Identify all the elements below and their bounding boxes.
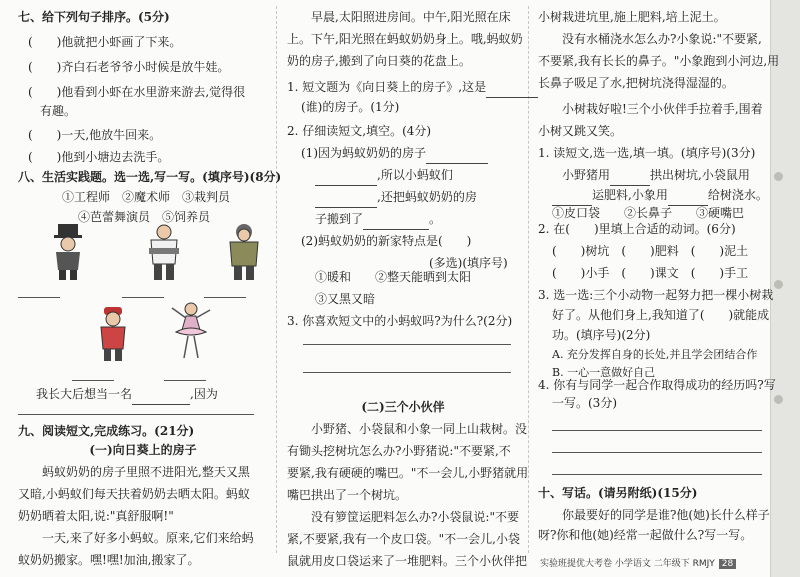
q7-title: 七、给下列句子排序。(5分): [18, 10, 170, 24]
story1-cont-1: 早晨,太阳照进房间。中午,阳光照在床: [287, 10, 511, 24]
ballet-dancer-figure: [166, 300, 216, 362]
q2-2-text: (2)蚂蚁奶奶的新家特点是( ): [301, 234, 472, 248]
q7-item-1: ( )他就把小虾画了下来。: [28, 35, 182, 49]
answer-blank[interactable]: [486, 83, 538, 98]
page-number: 28: [719, 559, 736, 569]
binding-hole: [774, 395, 783, 404]
story1-title: (一)向日葵上的房子: [89, 443, 197, 457]
story2-cont-6: 小树又跳又笑。: [538, 124, 623, 138]
answer-line[interactable]: [303, 344, 511, 345]
story2-line-7: 鼠就用皮口袋运来了一堆肥料。三个小伙伴把: [287, 554, 528, 568]
story2-cont-2: 没有水桶浇水怎么办?小象说:"不要紧,: [538, 32, 762, 46]
q2-1-line-1: [301, 142, 488, 164]
q2-1-line-2: [315, 164, 453, 186]
q2-1-text-4: 子搬到了: [315, 212, 364, 226]
q2-row-2: ( )小手 ( )课文 ( )手工: [552, 266, 749, 280]
q4-line-2: 一写。(3分): [552, 396, 617, 410]
story2-cont-1: 小树栽进坑里,施上肥料,培上泥土。: [538, 10, 726, 24]
q10-line-1: 你最要好的同学是谁?他(她)长什么样子: [538, 508, 770, 522]
q1-line-1: [562, 164, 750, 186]
story2-line-1: 小野猪、小袋鼠和小象一同上山栽树。没: [287, 422, 528, 436]
story1-line-4: 一天,来了好多小蚂蚁。原来,它们来给蚂: [18, 531, 254, 545]
q1-options: ①皮口袋 ②长鼻子 ③硬嘴巴: [552, 206, 745, 220]
q1-text-b: 拱出树坑,小袋鼠用: [650, 168, 750, 182]
story2-line-6: 紧,不要紧,我有一个皮口袋。"不一会儿,小袋: [287, 532, 520, 546]
answer-line[interactable]: [552, 430, 762, 431]
q7-item-3: ( )他看到小虾在水里游来游去,觉得很: [28, 85, 246, 99]
engineer-figure: [143, 222, 185, 282]
story2-cont-4: 长鼻子吸足了水,把树坑浇得湿湿的。: [538, 76, 734, 90]
q2-2-options-2: ③又黑又暗: [315, 292, 376, 306]
page-footer: [540, 556, 736, 569]
q1-line-a: [287, 76, 538, 98]
q2-2-options-1: ①暖和 ②整天能晒到太阳: [315, 270, 472, 284]
q2-1-line-3: [315, 186, 477, 208]
q8-options-2: ④芭蕾舞演员 ⑤饲养员: [78, 210, 211, 224]
q4-line-1: 4. 你有与同学一起合作取得成功的经历吗?写: [538, 378, 776, 392]
q7-item-3-cont: 有趣。: [40, 104, 77, 118]
q2-row-1: ( )树坑 ( )肥料 ( )泥土: [552, 244, 749, 258]
story2-line-4: 嘴巴拱出了一个树坑。: [287, 488, 408, 502]
referee-figure: [94, 305, 132, 363]
q1-text-c: 运肥料,小象用: [592, 188, 668, 202]
q3-line-1: 3. 选一选:三个小动物一起努力把一棵小树栽: [538, 288, 774, 302]
story1-line-5: 蚁奶奶搬家。嘿!嘿!加油,搬家了。: [18, 553, 200, 567]
story2-cont-5: 小树栽好啦!三个小伙伴手拉着手,围着: [538, 102, 763, 116]
q8-sentence-end: ,因为: [190, 387, 218, 401]
q8-sentence-start: 我长大后想当一名: [36, 387, 133, 401]
q1-line-b: (谁)的房子。(1分): [301, 100, 400, 114]
answer-blank[interactable]: [122, 297, 164, 298]
q7-item-4: ( )一天,他放牛回来。: [28, 128, 162, 142]
answer-blank[interactable]: [315, 193, 377, 208]
q8-sentence: [36, 383, 218, 405]
q8-options-1: ①工程师 ②魔术师 ③栽判员: [62, 190, 231, 204]
magician-figure: [48, 222, 88, 282]
q2-1-line-4: 子搬到了 。: [315, 208, 441, 230]
answer-blank[interactable]: [315, 171, 377, 186]
q8-title: 八、生活实践题。选一选,写一写。(填序号)(8分): [18, 170, 282, 184]
q3-line-2: 好了。从他们身上,我知道了( )就能成: [552, 308, 770, 322]
answer-blank[interactable]: [204, 297, 246, 298]
answer-blank[interactable]: [363, 215, 429, 230]
q3-option-a: A. 充分发挥自身的长处,并且学会团结合作: [552, 348, 758, 361]
answer-blank[interactable]: [18, 297, 60, 298]
q1-text-a: 小野猪用: [562, 168, 611, 182]
q3-option-b: B. 一心一意做好自己: [552, 366, 656, 379]
q2-1-text: (1)因为蚂蚁奶奶的房子: [301, 146, 426, 160]
binding-hole: [774, 280, 783, 289]
answer-blank[interactable]: [132, 390, 190, 405]
q1-text-d: 给树浇水。: [707, 188, 768, 202]
story1-line-2: 又暗,小蚂蚁们每天扶着奶奶去晒太阳。蚂蚁: [18, 487, 250, 501]
page-edge: [770, 0, 800, 577]
q10-title: 十、写话。(请另附纸)(15分): [538, 486, 698, 500]
q3-text: 3. 你喜欢短文中的小蚂蚁吗?为什么?(2分): [287, 314, 513, 328]
q2-1-text-3: ,还把蚂蚁奶奶的房: [377, 190, 477, 204]
answer-blank[interactable]: [426, 149, 488, 164]
story2-title: (二)三个小伙伴: [361, 400, 445, 414]
q2-1-text-2: ,所以小蚂蚁们: [377, 168, 453, 182]
story1-line-1: 蚂蚁奶奶的房子里照不进阳光,整天又黑: [18, 465, 250, 479]
book-title: 实验班提优大考卷 小学语文 二年级下 RMJY: [540, 559, 715, 569]
answer-line[interactable]: [552, 452, 762, 453]
column-divider: [276, 6, 277, 553]
story1-cont-3: 奶的房子,搬到了向日葵的花盘上。: [287, 54, 471, 68]
q7-item-2: ( )齐白石老爷爷小时候是放牛娃。: [28, 60, 230, 74]
q1-text: 1. 短文题为《向日葵上的房子》,这是: [287, 80, 487, 94]
story2-line-3: 要紧,我有硬硬的嘴巴。"不一会儿,小野猪就用: [287, 466, 529, 480]
q9-title: 九、阅读短文,完成练习。(21分): [18, 424, 195, 438]
q10-line-2: 呀?你和他(她)经常一起做什么?写一写。: [538, 528, 753, 542]
q3-line-3: 功。(填序号)(2分): [552, 328, 651, 342]
story1-line-3: 奶奶晒着太阳,说:"真舒服啊!": [18, 509, 174, 523]
story1-cont-2: 上。下午,阳光照在蚂蚁奶奶身上。哦,蚂蚁奶: [287, 32, 523, 46]
story2-cont-3: 不要紧,我有长长的鼻子。"小象跑到小河边,用: [538, 54, 780, 68]
binding-hole: [774, 172, 783, 181]
q1-title: 1. 读短文,选一选,填一填。(填序号)(3分): [538, 146, 756, 160]
story2-line-2: 有锄头挖树坑怎么办?小野猪说:"不要紧,不: [287, 444, 511, 458]
keeper-figure: [223, 222, 265, 282]
story2-line-5: 没有箩筐运肥料怎么办?小袋鼠说:"不要: [287, 510, 519, 524]
answer-blank[interactable]: [72, 380, 114, 381]
q2-2-note: (多选)(填序号): [429, 256, 508, 270]
answer-line[interactable]: [303, 372, 511, 373]
q7-item-5: ( )他到小塘边去洗手。: [28, 150, 170, 164]
answer-line[interactable]: [18, 414, 254, 415]
answer-line[interactable]: [552, 474, 762, 475]
q2-title: 2. 在( )里填上合适的动词。(6分): [538, 222, 736, 236]
q2-title: 2. 仔细读短文,填空。(4分): [287, 124, 432, 138]
answer-blank[interactable]: [164, 380, 206, 381]
